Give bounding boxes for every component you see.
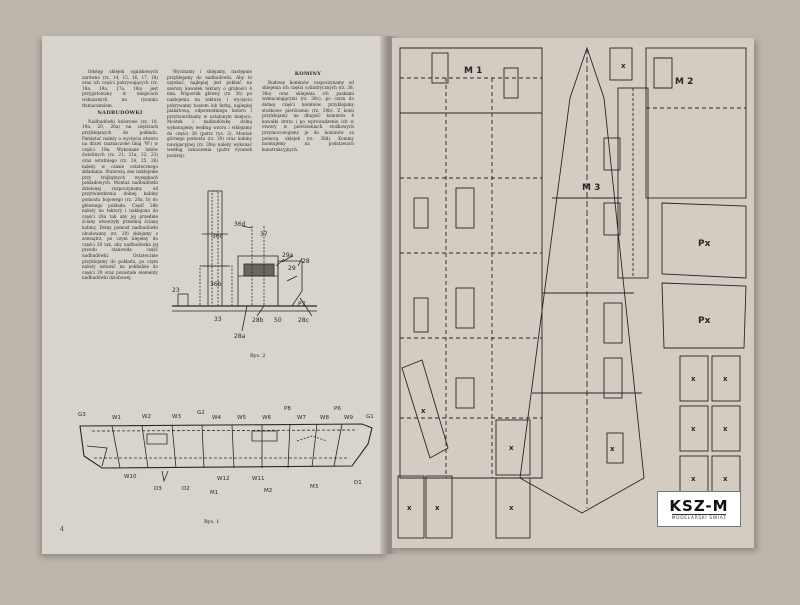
right-page	[392, 38, 754, 548]
ksz-m-logo	[657, 491, 741, 527]
label-w2: W2	[142, 414, 151, 420]
svg-text:x: x	[723, 425, 728, 433]
label-w11: W11	[252, 476, 265, 482]
label-w5: W5	[237, 415, 246, 421]
label-37: 37	[260, 231, 268, 238]
column3-text: Budowę kominów rozpoczynamy od sklejenia ich części cylindrycznych (rz. 38, 38a) oraz sklejenia ich paskami wzmacniającymi (rz. 38c), po czym do dolnej części kominów przyklejamy stożkowe pierścienie (rz. 39b). Z kolei przyklejamy na długość kominów 4 kawałki drutu i po wprowadzeniu ich w otwory w pierścieniach stożkowych przymocowujemy je do kominów za pomocą sklejek (rz. 38d). Kominy montujemy na podstawach konstrukcyjnych.	[262, 79, 354, 152]
ship-hull-figure	[72, 386, 382, 516]
label-w3: W3	[172, 414, 181, 420]
parts-cutout-sheet	[392, 38, 754, 548]
svg-text:x: x	[421, 407, 426, 415]
label-m3: M3	[310, 484, 319, 490]
svg-text:x: x	[509, 444, 514, 452]
label-w12: W12	[217, 476, 230, 482]
svg-text:x: x	[691, 425, 696, 433]
svg-text:x: x	[610, 445, 615, 453]
label-28a: 28a	[234, 333, 246, 340]
label-w6: W6	[262, 415, 271, 421]
logo-subtext: MODELARSKI ŚWIAT	[671, 515, 727, 521]
label-50: 50	[274, 317, 282, 324]
column1-intro: Odstęp sklejek ogniskowych zarówno (rz. 14, 15, 16, 17, 18) oraz ich części pokrywających (rz. 18a, 19a, 17a, 18a) jest przygotowany w miejscach wskazanych na rysunku tłumaczeniem.	[82, 69, 158, 108]
column1-body: Nadbudówki kolorowe (rz. 18, 19a, 20, 20a) na częściach przyklejanych do pokładu. Pamiętać należy o wycięciu otworu na drzwi (zaznaczone linią 'W') w części 19a. Wykonane luków świetlnych (rz. 21, 21a, 22, 23) oraz ostatniego (rz. 24, 25, 26) należy w czasie ostatecznego składania. Stanowią one naklejenie przy trójkątnych wysepkach pokładowych. Montaż nadbudówki dzielonej rozpoczynamy od przytwierdzenia dolnej kabiny pomostu bojowego (rz. 28a, b) do głównego pokładu. Część 28b należy na tektury i naklejona do części 28a tak aby jej przednie ściany utworzyły przednią ścianę kabiny. Dolny pomost nadbudówki obudowany (rz. 28) sklejamy z zewnątrz, po czym klejemy do części 28 tak, aby nadbudówka jej przodu stanowiła część nadbudówki. Ostatecznie przyklejamy do pokładu, po czym należy ustawić na pokładzie do części 29 oraz pozostałe elementy nadbudówki dziobowej.	[82, 118, 158, 281]
text-column-2	[167, 69, 252, 164]
text-column-3	[262, 69, 354, 164]
label-w8: W8	[320, 415, 329, 421]
label-33: 33	[214, 316, 222, 323]
label-23: 23	[172, 287, 180, 294]
label-px-2: Px	[698, 316, 711, 326]
label-px-1: Px	[698, 239, 711, 249]
part-m3	[520, 48, 644, 513]
page-number: 4	[60, 526, 64, 533]
svg-text:x: x	[435, 504, 440, 512]
label-28b: 28b	[252, 317, 264, 324]
svg-text:x: x	[691, 375, 696, 383]
label-m1: M1	[210, 490, 219, 496]
superstructure-assembly-figure	[152, 166, 372, 356]
label-29a: 29a	[282, 252, 294, 259]
label-36d: 36d	[234, 221, 246, 228]
label-m2: M2	[264, 488, 273, 494]
column3-heading: KOMINY	[294, 71, 322, 77]
label-m3: M 3	[582, 183, 601, 193]
column2-text: Wycinamy i sklejamy, następnie przyklejamy do nadbudówki. Aby to uzyskać, najlepiej jest pokleić na szerszy kawałek tektury o grubości 4 mm. Wspornik główny (rz. 36) po naklejeniu na tekturę i wycięciu pokrywamy tuszem lub farbą, najlepiej plakatową, odpowiedniego koloru i przytwierdzamy w ustalonym miejscu. Mostek i nadbudówkę dolną wykonujemy według wzoru i wklejamy do części 38 (patrz rys. 2). Montaż górnego pomostu (rz. 30) oraz kabiny nawigacyjnej (rz. 38a) należy wykonać według oznaczenia (patrz rysunek poniżej).	[167, 69, 252, 158]
svg-text:x: x	[691, 475, 696, 483]
label-29: 29	[288, 265, 296, 272]
section-heading: NADBUDÓWKI	[97, 110, 143, 117]
label-p7: P7	[298, 301, 306, 308]
left-page	[42, 36, 388, 554]
label-d2: D2	[182, 486, 190, 492]
label-w4: W4	[212, 415, 221, 421]
label-36b: 36b	[210, 281, 222, 288]
svg-text:x: x	[723, 475, 728, 483]
label-p8: P8	[284, 406, 291, 412]
label-g3: G3	[78, 412, 86, 418]
figure-2-caption: Rys. 2	[250, 353, 266, 359]
label-d3: D3	[154, 486, 162, 492]
label-m2: M 2	[675, 77, 694, 87]
label-28: 28	[302, 258, 310, 265]
svg-text:x: x	[621, 62, 626, 70]
label-w1: W1	[112, 415, 121, 421]
mast-tower	[208, 191, 222, 306]
text-column-1	[82, 69, 158, 344]
svg-text:x: x	[723, 375, 728, 383]
label-g2: G2	[197, 410, 205, 416]
logo-text: KSZ-M	[669, 496, 729, 515]
bridge-block	[238, 256, 278, 306]
label-d1: D1	[354, 480, 362, 486]
label-36c: 36c	[212, 233, 223, 240]
label-28c: 28c	[298, 317, 309, 324]
label-w10: W10	[124, 474, 137, 480]
svg-text:x: x	[509, 504, 514, 512]
label-g1: G1	[366, 414, 374, 420]
label-m1: M 1	[464, 66, 483, 76]
label-w9: W9	[344, 415, 353, 421]
label-w7: W7	[297, 415, 306, 421]
svg-text:x: x	[407, 504, 412, 512]
label-p6: P6	[334, 406, 341, 412]
figure-1-caption: Rys. 1	[204, 519, 220, 525]
part-m2	[646, 48, 746, 198]
